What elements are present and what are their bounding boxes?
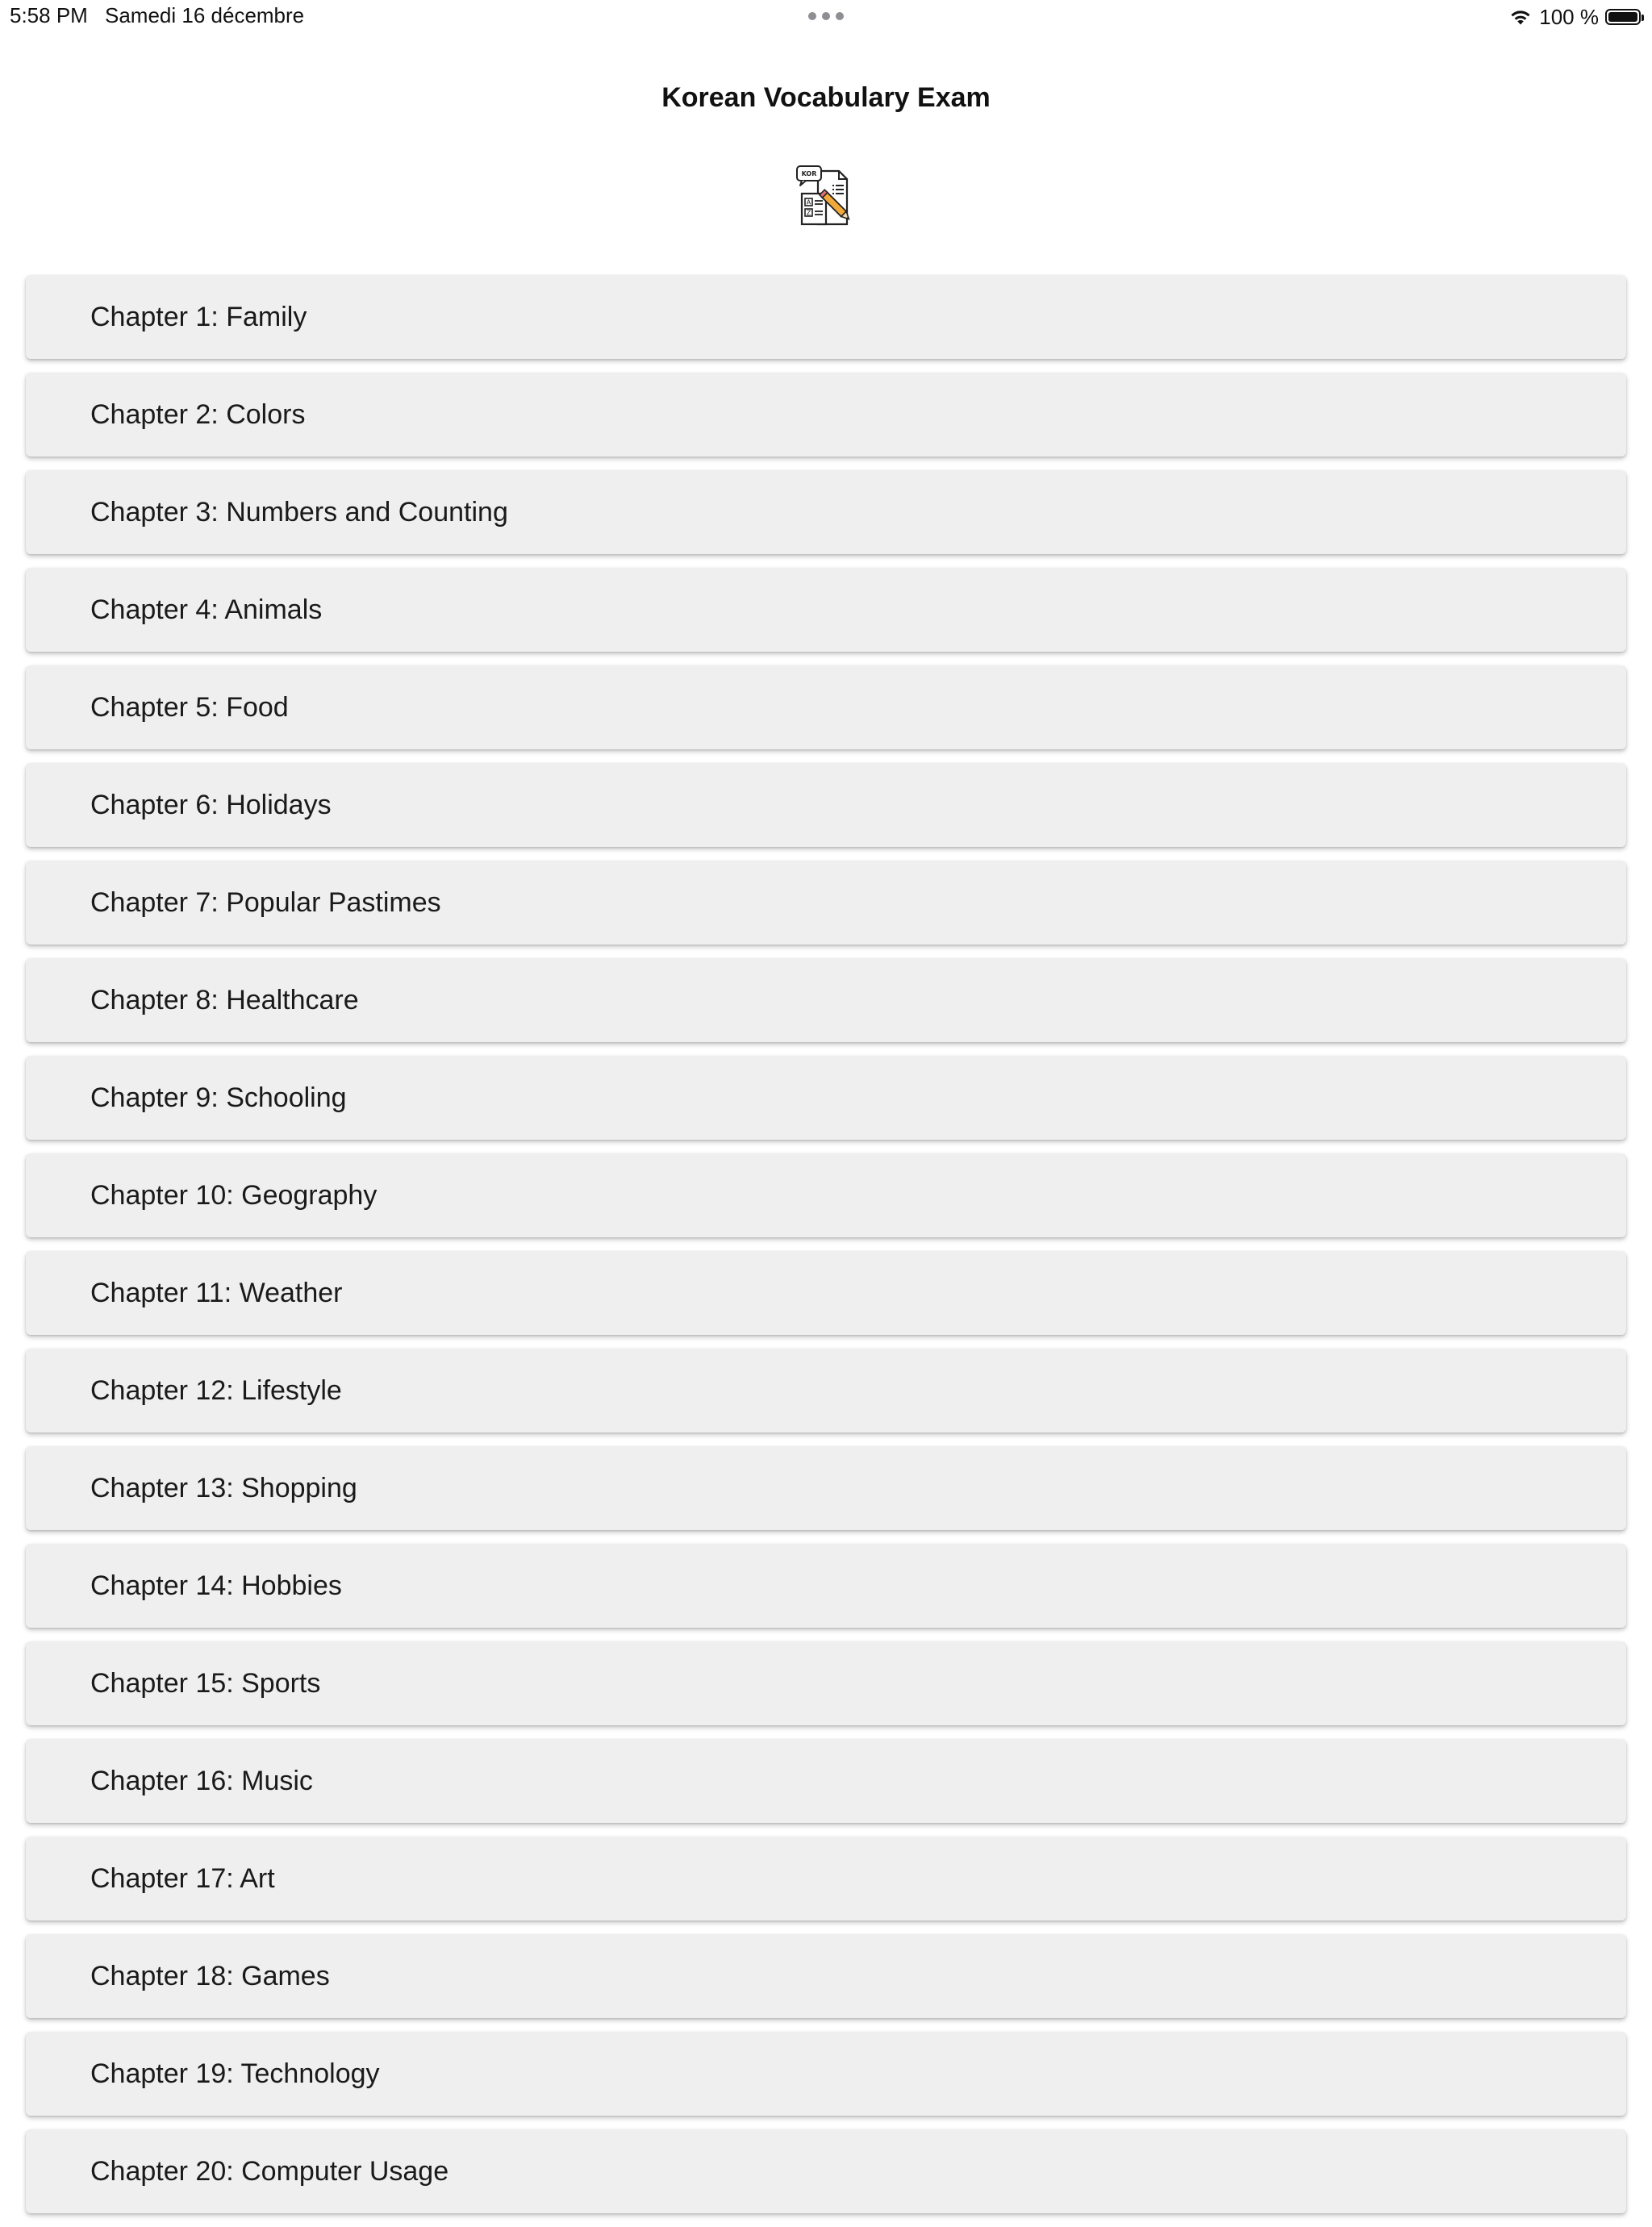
chapter-label: Chapter 10: Geography bbox=[90, 1179, 378, 1211]
chapter-label: Chapter 6: Holidays bbox=[90, 789, 332, 820]
multitasking-dots-icon[interactable] bbox=[808, 11, 844, 21]
page-title: Korean Vocabulary Exam bbox=[661, 82, 991, 113]
chapter-button-1[interactable] bbox=[26, 275, 1626, 359]
chapter-label: Chapter 15: Sports bbox=[90, 1667, 321, 1699]
chapter-label: Chapter 7: Popular Pastimes bbox=[90, 886, 441, 918]
chapter-button-19[interactable] bbox=[26, 2032, 1626, 2116]
chapter-label: Chapter 11: Weather bbox=[90, 1277, 343, 1308]
chapter-button-4[interactable] bbox=[26, 568, 1626, 652]
battery-icon bbox=[1605, 9, 1641, 25]
chapter-button-14[interactable] bbox=[26, 1544, 1626, 1628]
exam-document-pencil-icon bbox=[794, 165, 858, 229]
status-bar bbox=[0, 0, 1652, 35]
chapter-label: Chapter 12: Lifestyle bbox=[90, 1374, 342, 1406]
status-time: 5:58 PM bbox=[10, 3, 88, 27]
wifi-icon bbox=[1508, 8, 1533, 26]
chapter-label: Chapter 20: Computer Usage bbox=[90, 2155, 449, 2187]
chapter-label: Chapter 19: Technology bbox=[90, 2058, 380, 2089]
chapter-label: Chapter 3: Numbers and Counting bbox=[90, 496, 508, 528]
chapter-label: Chapter 16: Music bbox=[90, 1765, 313, 1796]
battery-level bbox=[1608, 12, 1637, 22]
chapter-label: Chapter 2: Colors bbox=[90, 398, 306, 430]
chapter-button-16[interactable] bbox=[26, 1739, 1626, 1823]
chapter-button-12[interactable] bbox=[26, 1349, 1626, 1433]
chapter-button-9[interactable] bbox=[26, 1056, 1626, 1140]
chapter-label: Chapter 9: Schooling bbox=[90, 1082, 347, 1113]
chapter-button-7[interactable] bbox=[26, 861, 1626, 945]
chapter-list bbox=[26, 275, 1626, 2227]
chapter-label: Chapter 8: Healthcare bbox=[90, 984, 359, 1015]
chapter-button-8[interactable] bbox=[26, 958, 1626, 1042]
chapter-label: Chapter 5: Food bbox=[90, 691, 289, 723]
battery-percent: 100 % bbox=[1539, 4, 1599, 29]
chapter-label: Chapter 18: Games bbox=[90, 1960, 330, 1991]
chapter-button-11[interactable] bbox=[26, 1251, 1626, 1335]
chapter-label: Chapter 13: Shopping bbox=[90, 1472, 357, 1503]
chapter-label: Chapter 4: Animals bbox=[90, 594, 323, 625]
chapter-button-20[interactable] bbox=[26, 2129, 1626, 2213]
status-date: Samedi 16 décembre bbox=[105, 3, 305, 27]
chapter-button-5[interactable] bbox=[26, 665, 1626, 749]
chapter-button-10[interactable] bbox=[26, 1153, 1626, 1237]
chapter-button-17[interactable] bbox=[26, 1837, 1626, 1920]
svg-text:Z: Z bbox=[806, 209, 811, 217]
chapter-label: Chapter 17: Art bbox=[90, 1862, 275, 1894]
chapter-label: Chapter 1: Family bbox=[90, 301, 307, 332]
chapter-button-13[interactable] bbox=[26, 1446, 1626, 1530]
svg-text:KOR: KOR bbox=[801, 170, 817, 177]
status-indicators bbox=[1508, 3, 1641, 31]
chapter-button-2[interactable] bbox=[26, 373, 1626, 457]
chapter-button-15[interactable] bbox=[26, 1641, 1626, 1725]
chapter-label: Chapter 14: Hobbies bbox=[90, 1570, 342, 1601]
chapter-button-3[interactable] bbox=[26, 470, 1626, 554]
chapter-button-18[interactable] bbox=[26, 1934, 1626, 2018]
chapter-button-6[interactable] bbox=[26, 763, 1626, 847]
svg-text:A: A bbox=[806, 198, 811, 206]
